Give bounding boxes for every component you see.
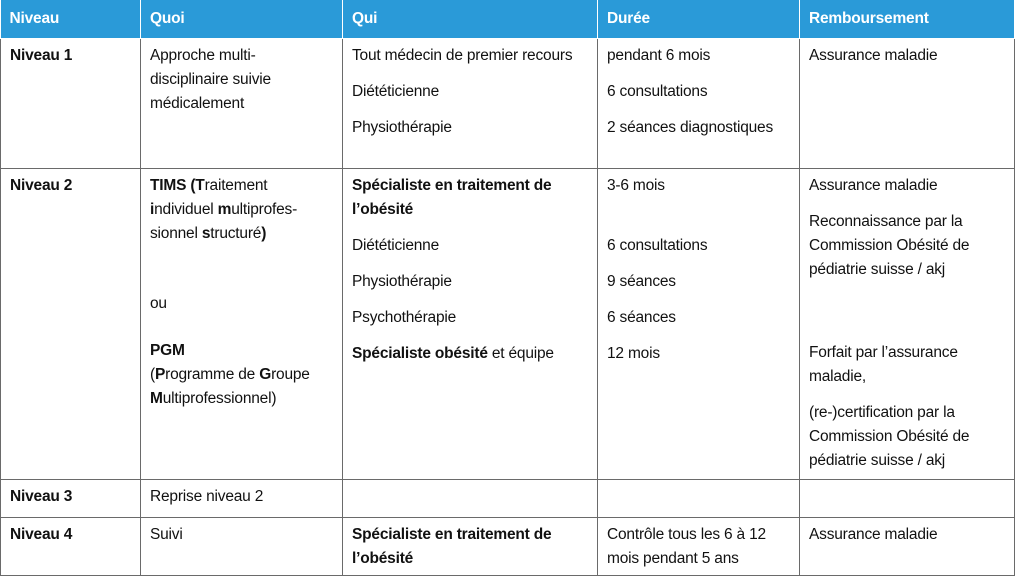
tims-letter: s [201,225,211,242]
duree-text: 6 consultations [607,83,708,100]
pgm-letter: G [259,366,272,383]
remboursement-text: Forfait par l’assurance maladie, [809,344,958,385]
cell-quoi [141,518,343,576]
pgm-word: roupe [271,366,310,383]
header-duree: Durée [598,0,800,39]
tims-letter: T [195,177,205,194]
remboursement-text: Assurance maladie [809,526,938,543]
table-row-niveau-4 [1,518,1015,576]
duree-text: 6 consultations [607,237,708,254]
remboursement-text: Reconnaissance par la Commission Obésité de pédiatrie suisse / akj [809,213,970,278]
cell-niveau: Niveau 2 [1,169,141,480]
quoi-text: Reprise niveau 2 [150,488,264,505]
qui-team: et équipe [487,345,554,362]
cell-duree [598,518,800,576]
cell-duree [598,169,800,480]
remboursement-text: Assurance maladie [809,177,938,194]
quoi-text: Suivi [150,526,183,543]
remboursement-text: (re-)certification par la Commission Obésité de pédiatrie suisse / akj [809,404,970,469]
cell-quoi [141,169,343,480]
duree-text: 2 séances diagnostiques [607,119,774,136]
tims-word: tructuré [210,225,262,242]
duree-text: pendant 6 mois [607,47,711,64]
qui-text: Physiothérapie [352,119,452,136]
header-quoi: Quoi [141,0,343,39]
tims-word: raitement [204,177,268,194]
qui-text: Diététicienne [352,237,440,254]
header-remboursement: Remboursement [800,0,1015,39]
cell-niveau: Niveau 3 [1,480,141,518]
cell-duree [598,480,800,518]
pgm-definition [150,363,333,411]
qui-specialist2: Spécialiste obésité [352,345,488,362]
tims-letter: m [217,201,232,218]
table-row-niveau-2 [1,169,1015,480]
cell-qui [343,518,598,576]
pgm-word: ultiprofessionnel) [162,390,277,407]
tims-word: ultiprofes-sionnel [150,201,298,242]
cell-qui [343,39,598,169]
tims-letter: i [150,201,155,218]
header-niveau: Niveau [1,0,141,39]
table-row-niveau-1 [1,39,1015,169]
quoi-text: Approche multi-disciplinaire suivie médicalement [150,47,271,112]
qui-text: Physiothérapie [352,273,452,290]
duree-text: 6 séances [607,309,676,326]
qui-specialist: Spécialiste en traitement de l’obésité [352,526,552,567]
qui-text: Tout médecin de premier recours [352,47,573,64]
cell-duree [598,39,800,169]
cell-quoi [141,39,343,169]
tims-acronym: TIMS ( [150,177,196,194]
pgm-letter: P [154,366,166,383]
duree-text: 12 mois [607,345,660,362]
ou-text: ou [150,295,167,312]
cell-niveau: Niveau 1 [1,39,141,169]
cell-quoi [141,480,343,518]
qui-specialist: Spécialiste en traitement de l’obésité [352,177,552,218]
remboursement-text: Assurance maladie [809,47,938,64]
qui-specialist-team [352,342,588,366]
pgm-label: PGM [150,342,185,359]
header-qui: Qui [343,0,598,39]
qui-text: Psychothérapie [352,309,457,326]
duree-text: Contrôle tous les 6 à 12 mois pendant 5 ans [607,526,766,567]
pgm-word: rogramme de [165,366,260,383]
pgm-open: ( [150,366,155,383]
cell-remboursement [800,518,1015,576]
pgm-letter: M [150,390,163,407]
cell-remboursement [800,169,1015,480]
duree-text: 9 séances [607,273,676,290]
qui-text: Diététicienne [352,83,440,100]
duree-text: 3-6 mois [607,177,665,194]
header-row [1,0,1015,39]
cell-qui [343,169,598,480]
cell-niveau: Niveau 4 [1,518,141,576]
pgm-acronym [150,339,333,363]
tims-word: ndividuel [154,201,218,218]
table-row-niveau-3 [1,480,1015,518]
tims-definition [150,174,333,246]
cell-remboursement [800,480,1015,518]
tims-close: ) [261,225,267,242]
cell-remboursement [800,39,1015,169]
cell-qui [343,480,598,518]
